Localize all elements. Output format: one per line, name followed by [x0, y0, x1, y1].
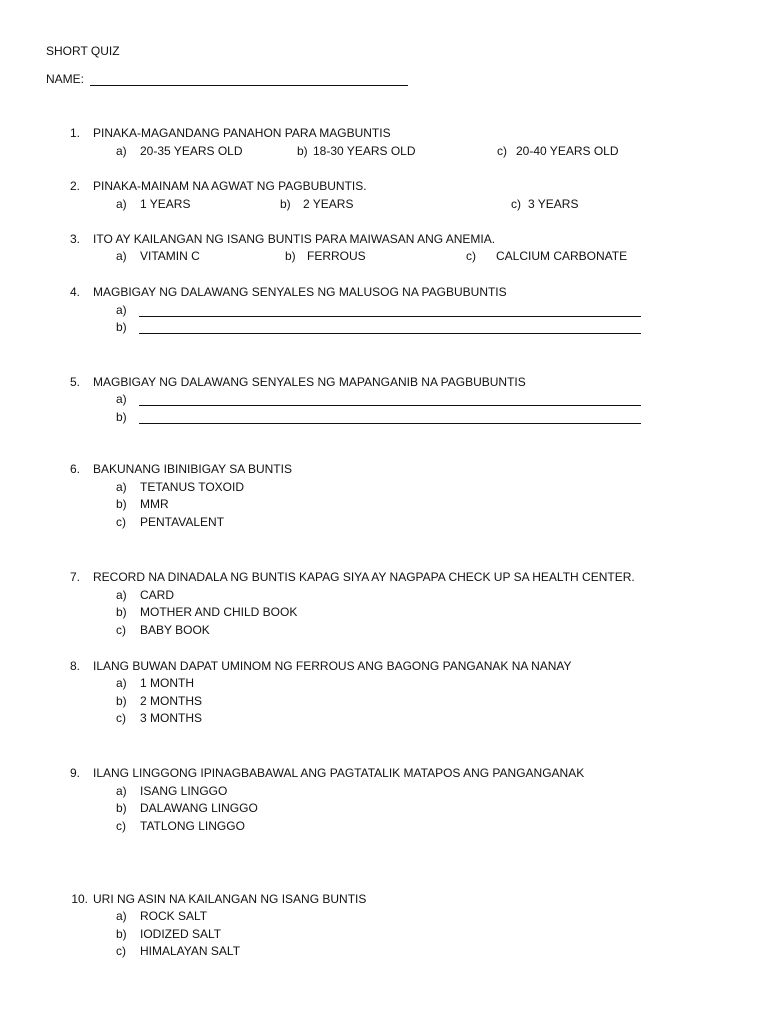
question-4-text: MAGBIGAY NG DALAWANG SENYALES NG MALUSOG NA PAGBUBUNTIS [93, 285, 507, 299]
question-2-text: PINAKA-MAINAM NA AGWAT NG PAGBUBUNTIS. [93, 179, 367, 193]
question-5-answer-b-line[interactable] [139, 423, 641, 424]
question-3-option-c-letter: c) [466, 249, 476, 263]
question-8-option-a-text: 1 MONTH [140, 676, 194, 690]
question-5-option-b-letter: b) [116, 410, 127, 424]
question-2-option-b-letter: b) [280, 197, 291, 211]
question-1-option-c-letter: c) [497, 144, 507, 158]
question-4-answer-b-line[interactable] [139, 333, 641, 334]
question-7-text: RECORD NA DINADALA NG BUNTIS KAPAG SIYA AY NAGPAPA CHECK UP SA HEALTH CENTER. [93, 570, 635, 584]
name-label: NAME: [46, 72, 85, 86]
question-4-option-b-letter: b) [116, 320, 127, 334]
question-10-option-c-text: HIMALAYAN SALT [140, 944, 241, 958]
question-10-text: URI NG ASIN NA KAILANGAN NG ISANG BUNTIS [93, 892, 367, 906]
question-3-text: ITO AY KAILANGAN NG ISANG BUNTIS PARA MAIWASAN ANG ANEMIA. [93, 232, 496, 246]
question-9-option-c-text: TATLONG LINGGO [140, 819, 245, 833]
question-1-text: PINAKA-MAGANDANG PANAHON PARA MAGBUNTIS [93, 126, 391, 140]
question-9-option-b-letter: b) [116, 801, 127, 815]
question-6-option-c-letter: c) [116, 515, 126, 529]
question-9-text: ILANG LINGGONG IPINAGBABAWAL ANG PAGTATALIK MATAPOS ANG PANGANGANAK [93, 766, 585, 780]
question-1-option-b-text: 18-30 YEARS OLD [313, 144, 416, 158]
question-10-option-a-text: ROCK SALT [140, 909, 208, 923]
question-5-text: MAGBIGAY NG DALAWANG SENYALES NG MAPANGANIB NA PAGBUBUNTIS [93, 375, 526, 389]
question-1-option-b-letter: b) [297, 144, 308, 158]
question-1-option-c-text: 20-40 YEARS OLD [516, 144, 619, 158]
question-7-option-a-text: CARD [140, 588, 175, 602]
question-7-option-b-letter: b) [116, 605, 127, 619]
question-2-option-b-text: 2 YEARS [303, 197, 354, 211]
question-6-option-a-text: TETANUS TOXOID [140, 480, 245, 494]
question-4-option-a-letter: a) [116, 303, 127, 317]
question-1-number: 1. [69, 126, 80, 140]
question-2-option-a-text: 1 YEARS [140, 197, 191, 211]
question-8-option-b-text: 2 MONTHS [140, 694, 203, 708]
question-2-option-c-letter: c) [511, 197, 521, 211]
question-8-option-c-letter: c) [116, 711, 126, 725]
question-6-option-b-text: MMR [140, 497, 169, 511]
question-3-option-b-letter: b) [285, 249, 296, 263]
question-5-answer-a-line[interactable] [139, 405, 641, 406]
question-3-option-b-text: FERROUS [307, 249, 366, 263]
question-10-option-b-letter: b) [116, 927, 127, 941]
question-6-option-c-text: PENTAVALENT [140, 515, 225, 529]
question-3-option-a-letter: a) [116, 249, 127, 263]
question-7-option-c-text: BABY BOOK [140, 623, 210, 637]
question-10-option-c-letter: c) [116, 944, 126, 958]
question-7-option-b-text: MOTHER AND CHILD BOOK [140, 605, 298, 619]
question-1-option-a-letter: a) [116, 144, 127, 158]
question-10-number: 10. [71, 892, 88, 906]
question-6-number: 6. [69, 462, 80, 476]
question-2-option-a-letter: a) [116, 197, 127, 211]
question-9-option-c-letter: c) [116, 819, 126, 833]
question-8-number: 8. [69, 659, 80, 673]
question-6-option-b-letter: b) [116, 497, 127, 511]
question-7-number: 7. [69, 570, 80, 584]
question-5-number: 5. [69, 375, 80, 389]
question-6-text: BAKUNANG IBINIBIGAY SA BUNTIS [93, 462, 292, 476]
question-3-number: 3. [69, 232, 80, 246]
question-3-option-c-text: CALCIUM CARBONATE [496, 249, 628, 263]
question-8-option-c-text: 3 MONTHS [140, 711, 203, 725]
question-8-option-b-letter: b) [116, 694, 127, 708]
question-7-option-a-letter: a) [116, 588, 127, 602]
question-9-option-b-text: DALAWANG LINGGO [140, 801, 258, 815]
question-2-option-c-text: 3 YEARS [528, 197, 579, 211]
question-6-option-a-letter: a) [116, 480, 127, 494]
question-5-option-a-letter: a) [116, 392, 127, 406]
question-9-option-a-text: ISANG LINGGO [140, 784, 228, 798]
question-4-number: 4. [69, 285, 80, 299]
question-8-text: ILANG BUWAN DAPAT UMINOM NG FERROUS ANG BAGONG PANGANAK NA NANAY [93, 659, 572, 673]
question-4-answer-a-line[interactable] [139, 316, 641, 317]
question-1-option-a-text: 20-35 YEARS OLD [140, 144, 243, 158]
question-9-option-a-letter: a) [116, 784, 127, 798]
question-8-option-a-letter: a) [116, 676, 127, 690]
question-7-option-c-letter: c) [116, 623, 126, 637]
question-9-number: 9. [69, 766, 80, 780]
question-2-number: 2. [69, 179, 80, 193]
question-3-option-a-text: VITAMIN C [140, 249, 200, 263]
question-10-option-b-text: IODIZED SALT [140, 927, 222, 941]
quiz-title: SHORT QUIZ [46, 44, 120, 58]
name-input-line[interactable] [90, 85, 408, 86]
question-10-option-a-letter: a) [116, 909, 127, 923]
